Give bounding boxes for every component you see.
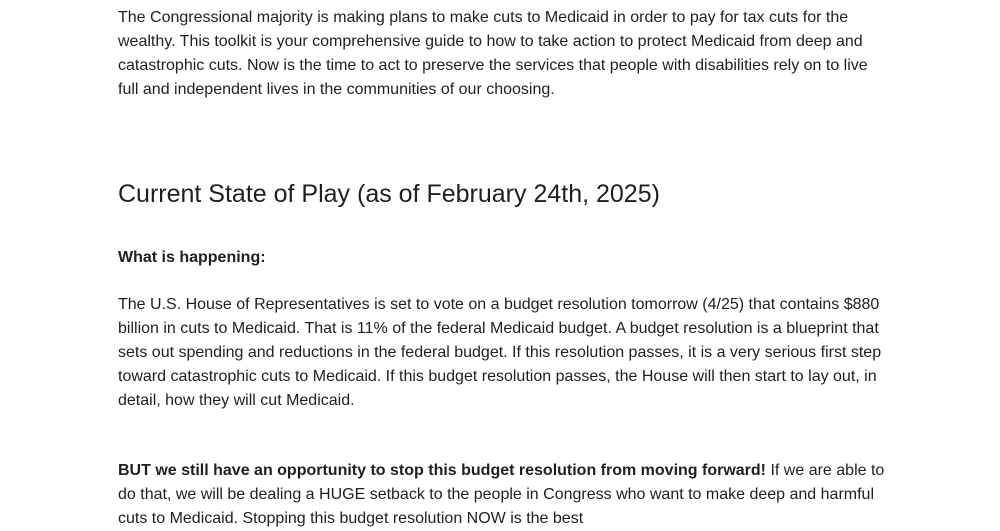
body-paragraph-2 (118, 459, 888, 531)
body-paragraph-2-rest: If we are able to do that, we will be dealing a HUGE setback to the people in Congress who want to make deep and harmful cuts to Medicaid. Stopping this budget resolution NOW is the best (118, 462, 885, 527)
subheading: What is happening: (118, 249, 266, 266)
body-paragraph-1: The U.S. House of Representatives is set to vote on a budget resolution tomorrow (4/25) that contains $880 billion in cuts to Medicaid. That is 11% of the federal Medicaid budget. A budget resolution is a blueprint that sets out spending and reductions in the federal budget. If this resolution passes, it is a very serious first step toward catastrophic cuts to Medicaid. If this budget resolution passes, the House will then start to lay out, in detail, how they will cut Medicaid. (118, 296, 882, 409)
section-heading: Current State of Play (as of February 24th, 2025) (118, 180, 660, 208)
body-paragraph-2-bold: BUT we still have an opportunity to stop this budget resolution from moving forward! (118, 462, 767, 479)
intro-paragraph: The Congressional majority is making plans to make cuts to Medicaid in order to pay for tax cuts for the wealthy. This toolkit is your comprehensive guide to how to take action to protect Medicaid from deep and catastrophic cuts. Now is the time to act to preserve the services that people with disabilities rely on to live full and independent lives in the communities of our choosing. (118, 9, 868, 98)
